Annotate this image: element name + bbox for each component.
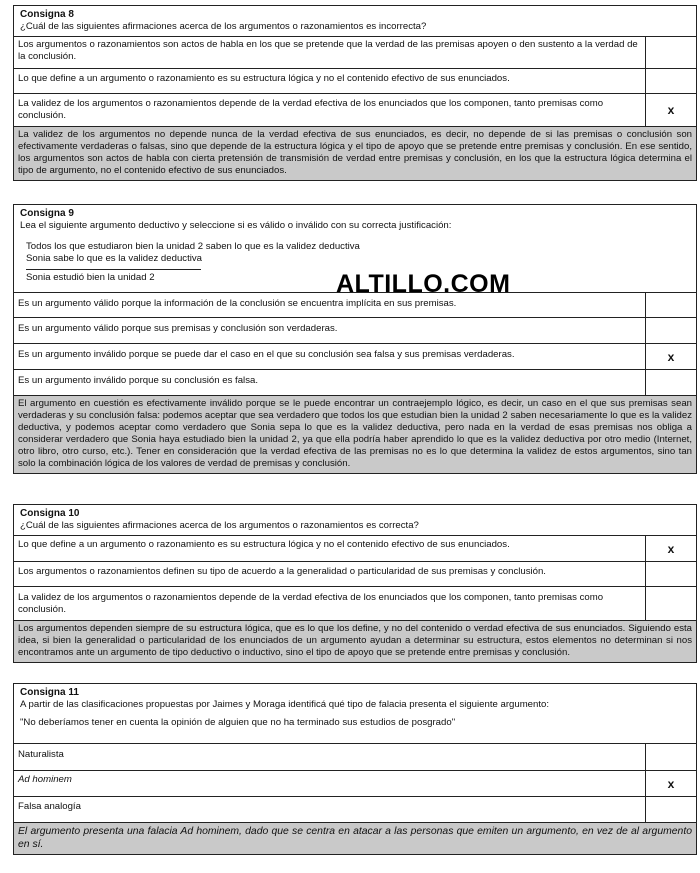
consigna-11-header: [14, 684, 696, 743]
explanation-box: El argumento en cuestión es efectivamente inválido porque se le puede encontrar un contraejemplo lógico, es decir, un caso en el que sus premisas sean verdaderas y su conclusión falsa: podemos aceptar que sea verdadero que todos los que estudian bien la unidad 2 saben necesariamente lo que es la validez deductiva, y podemos aceptar como verdadero que Sonia sepa lo que es la validez deductiva, pero nada en la verdad de esas premisas nos obliga a considerar verdadero que Sonia haya estudiado bien la unidad 2, ya que ella podría haber aprendido lo que es la validez deductiva por otro medio (Internet, otro libro, otro curso, etc.). Tener en consideración que la verdad efectiva de las premisas no es lo que determina la validez de estos argumentos, sino tan solo la combinación lógica de los valores de verdad de premisas y conclusión.: [14, 395, 696, 473]
answer-mark[interactable]: [645, 293, 696, 317]
answer-mark[interactable]: x: [645, 94, 696, 126]
consigna-10-block: [13, 504, 697, 663]
consigna-10-header: [14, 505, 696, 535]
option-text: Es un argumento inválido porque se puede dar el caso en el que su conclusión sea falsa y sus premisas verdaderas.: [18, 349, 515, 360]
consigna-8-question: ¿Cuál de las siguientes afirmaciones acerca de los argumentos o razonamientos es incorrecta?: [20, 21, 427, 32]
consigna-10-title: Consigna 10: [20, 508, 80, 519]
answer-mark[interactable]: [645, 37, 696, 68]
option-text: La validez de los argumentos o razonamientos depende de la verdad efectiva de los enunciados que los componen, tanto premisas como conclusión.: [18, 98, 604, 121]
option-text: Naturalista: [18, 749, 64, 760]
consigna-9-block: [13, 204, 697, 474]
answer-mark[interactable]: x: [645, 771, 696, 796]
option-row[interactable]: [14, 535, 696, 561]
premise-2: Sonia sabe lo que es la validez deductiva: [26, 253, 203, 264]
option-text: Los argumentos o razonamientos son actos de habla en los que se pretende que la verdad de las premisas apoyen o den sustento a la verdad de la conclusión.: [18, 39, 638, 62]
option-text: Es un argumento válido porque sus premisas y conclusión son verdaderas.: [18, 323, 338, 334]
explanation-box: Los argumentos dependen siempre de su estructura lógica, que es lo que los define, y no del contenido o verdad efectiva de sus enunciados. Siguiendo esta idea, si bien la generalidad o particularidad de los enunciados de un argumento ayudan a determinar su estructura, estos elementos no determinan si nos encontramos ante un argumento de tipo deductivo o inductivo, sino el tipo de apoyo que se pretende entre premisas y conclusión.: [14, 620, 696, 662]
premise-1: Todos los que estudiaron bien la unidad 2 saben lo que es la validez deductiva: [26, 241, 360, 252]
explanation-box: La validez de los argumentos no depende nunca de la verdad efectiva de sus enunciados, es decir, no depende de si las premisas o conclusión son efectivamente verdaderas o falsas, sino que depende de la estructura lógica y el tipo de apoyo que se pretende entre premisas y conclusión. En ese sentido, los argumentos son actos de habla con cierta pretensión de transmisión de verdad entre premisas y conclusión, en los que la estructura lógica determina el tipo de argumento, no el contenido efectivo de sus enunciados.: [14, 126, 696, 180]
answer-mark[interactable]: [645, 562, 696, 586]
consigna-11-question: A partir de las clasificaciones propuestas por Jaimes y Moraga identificá qué tipo de falacia presenta el siguiente argumento:: [20, 699, 550, 710]
watermark: ALTILLO.COM: [336, 270, 511, 298]
consigna-11-block: [13, 683, 697, 855]
consigna-9-question: Lea el siguiente argumento deductivo y seleccione si es válido o inválido con su correcta justificación:: [20, 220, 452, 231]
answer-mark[interactable]: [645, 69, 696, 93]
option-row[interactable]: [14, 743, 696, 770]
consigna-8-block: [13, 5, 697, 181]
option-row[interactable]: [14, 317, 696, 343]
option-text: La validez de los argumentos o razonamientos depende de la verdad efectiva de los enunciados que los componen, tanto premisas como conclusión.: [18, 592, 604, 615]
option-row[interactable]: [14, 36, 696, 68]
answer-mark[interactable]: x: [645, 536, 696, 561]
option-row[interactable]: [14, 561, 696, 586]
option-row[interactable]: [14, 68, 696, 93]
answer-mark[interactable]: [645, 587, 696, 620]
option-text: Falsa analogía: [18, 801, 81, 812]
option-row[interactable]: [14, 770, 696, 796]
option-text: Ad hominem: [18, 774, 72, 785]
option-row[interactable]: [14, 796, 696, 822]
answer-mark[interactable]: [645, 318, 696, 343]
answer-mark[interactable]: [645, 370, 696, 395]
option-row[interactable]: [14, 343, 696, 369]
argument-quote: "No deberíamos tener en cuenta la opinión de alguien que no ha terminado sus estudios de posgrado": [20, 717, 456, 728]
answer-mark[interactable]: [645, 744, 696, 770]
option-text: Los argumentos o razonamientos definen su tipo de acuerdo a la generalidad o particularidad de sus premisas y conclusión.: [18, 566, 546, 577]
option-text: Es un argumento inválido porque su conclusión es falsa.: [18, 375, 258, 386]
consigna-8-header: [14, 6, 696, 36]
consigna-8-title: Consigna 8: [20, 9, 74, 20]
option-text: Lo que define a un argumento o razonamiento es su estructura lógica y no el contenido efectivo de sus enunciados.: [18, 73, 510, 84]
option-text: Es un argumento válido porque la información de la conclusión se encuentra implícita en sus premisas.: [18, 298, 457, 309]
explanation-box: El argumento presenta una falacia Ad hominem, dado que se centra en atacar a las personas que emiten un argumento, en vez de al argumento en sí.: [14, 822, 696, 854]
answer-mark[interactable]: [645, 797, 696, 822]
consigna-11-title: Consigna 11: [20, 687, 79, 698]
option-text: Lo que define a un argumento o razonamiento es su estructura lógica y no el contenido efectivo de sus enunciados.: [18, 539, 510, 550]
consigna-9-title: Consigna 9: [20, 208, 74, 219]
option-row[interactable]: [14, 369, 696, 395]
option-row[interactable]: [14, 93, 696, 126]
answer-mark[interactable]: x: [645, 344, 696, 369]
consigna-10-question: ¿Cuál de las siguientes afirmaciones acerca de los argumentos o razonamientos es correcta?: [20, 520, 419, 531]
conclusion: Sonia estudió bien la unidad 2: [26, 269, 201, 284]
option-row[interactable]: [14, 586, 696, 620]
